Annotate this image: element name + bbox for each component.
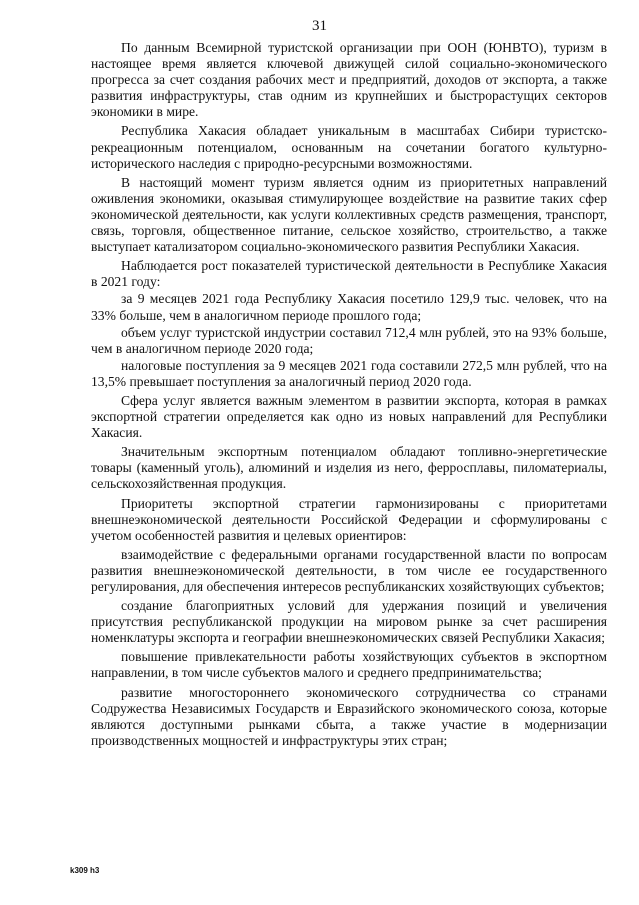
paragraph-unwto: По данным Всемирной туристской организации при ООН (ЮНВТО), туризм в настоящее время является ключевой движущей силой социально-экономического прогресса за счет создания рабочих мест и предприятий, доходов от экспорта, а также развития инфраструктуры, став одним из крупнейших и быстрорастущих секторов экономики в мире. [91, 40, 607, 120]
paragraph-tax-revenue: налоговые поступления за 9 месяцев 2021 года составили 272,5 млн рублей, что на 13,5% превышает поступления за аналогичный период 2020 года. [91, 357, 607, 389]
document-body [91, 40, 607, 752]
paragraph-priorities-intro: Приоритеты экспортной стратегии гармонизированы с приоритетами внешнеэкономической деятельности Российской Федерации и сформулированы с учетом особенностей развития и целевых ориентиров: [91, 495, 607, 543]
footer-code: k309 h3 [70, 866, 100, 875]
paragraph-services-export: Сфера услуг является важным элементом в развитии экспорта, которая в рамках экспортной стратегии определяется как одно из новых направлений для Республики Хакасия. [91, 392, 607, 441]
paragraph-attractiveness: повышение привлекательности работы хозяйствующих субъектов в экспортном направлении, в том числе субъектов малого и среднего предпринимательства; [91, 649, 607, 681]
paragraph-export-potential: Значительным экспортным потенциалом обладают топливно-энергетические товары (каменный уголь), алюминий и изделия из него, ферросплавы, пиломатериалы, сельскохозяйственная продукция. [91, 444, 607, 492]
paragraph-khakassia-potential: Республика Хакасия обладает уникальным в масштабах Сибири туристско-рекреационным потенциалом, основанным на сочетании богатого культурно-исторического наследия с природно-ресурсными возможностями. [91, 123, 607, 171]
paragraph-tourism-priority: В настоящий момент туризм является одним из приоритетных направлений оживления экономики, оказывая стимулирующее воздействие на развитие таких сфер экономической деятельности, как услуги коллективных средств размещения, транспорт, связь, торговля, общественное питание, сельское хозяйство, строительство, а также выступает катализатором социально-экономического развития Республики Хакасия. [91, 174, 607, 255]
paragraph-services-volume: объем услуг туристской индустрии составил 712,4 млн рублей, это на 93% больше, чем в аналогичном периоде 2020 года; [91, 324, 607, 356]
paragraph-federal-interaction: взаимодействие с федеральными органами государственной власти по вопросам развития внешнеэкономической деятельности, в том числе ее государственного регулирования, для обеспечения интересов республиканских хозяйствующих субъектов; [91, 546, 607, 594]
paragraph-growth-intro: Наблюдается рост показателей туристической деятельности в Республике Хакасия в 2021 году: [91, 258, 607, 290]
paragraph-cis-cooperation: развитие многостороннего экономического сотрудничества со странами Содружества Независимых Государств и Евразийского экономического союза, которые являются доступными рынками сбыта, а также участие в модернизации производственных мощностей и инфраструктуры этих стран; [91, 684, 607, 748]
page-number: 31 [312, 18, 327, 34]
paragraph-visitors: за 9 месяцев 2021 года Республику Хакасия посетило 129,9 тыс. человек, что на 33% больше, чем в аналогичном периоде прошлого года; [91, 291, 607, 323]
paragraph-market-presence: создание благоприятных условий для удержания позиций и увеличения присутствия республиканской продукции на мировом рынке за счет расширения номенклатуры экспорта и географии внешнеэкономических связей Республики Хакасия; [91, 598, 607, 646]
